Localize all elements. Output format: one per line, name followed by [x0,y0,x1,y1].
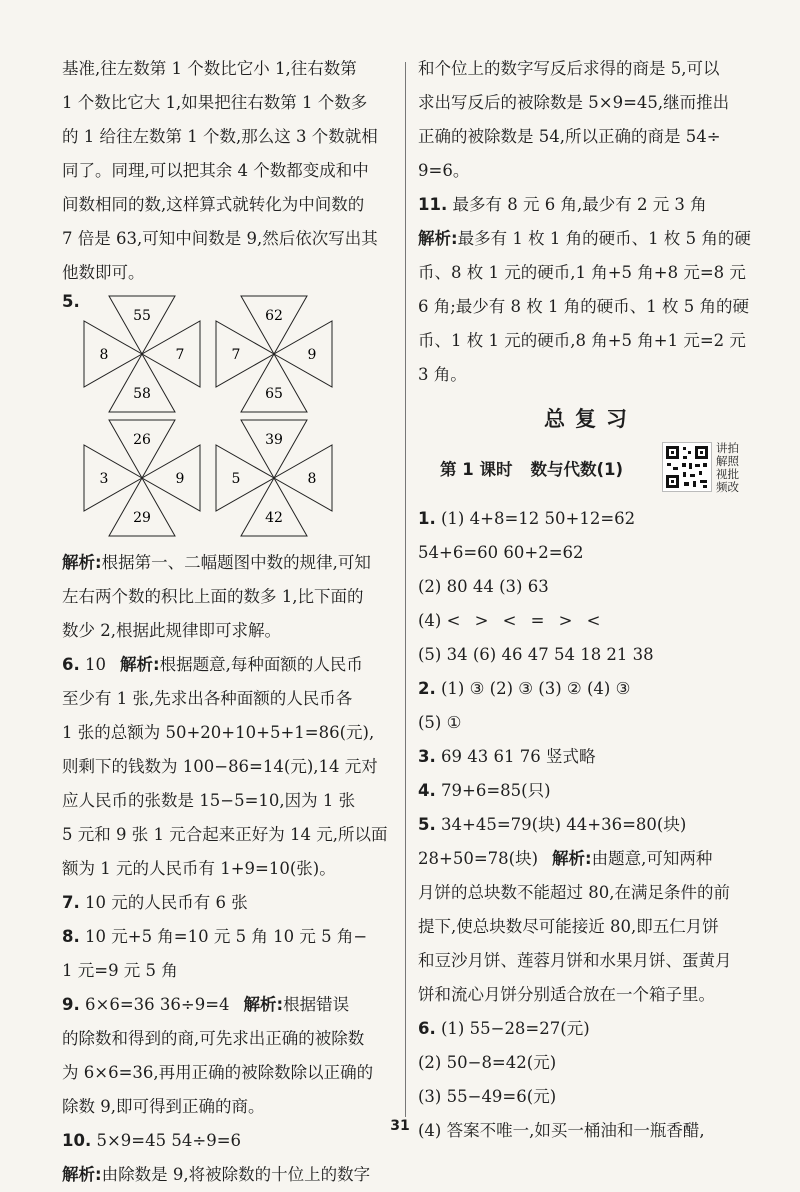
lesson-number: 第 1 课时 [440,460,513,479]
q10-continued-line: 正确的被除数是 54,所以正确的商是 54÷ [418,127,721,146]
answer-text: 28+50=78(块) [418,849,539,868]
intro-line: 间数相同的数,这样算式就转化为中间数的 [62,195,365,214]
q7-line [62,886,392,920]
pinwheel-top-number: 55 [133,308,151,324]
page-number: 31 [390,1118,410,1134]
answer-text: 6×6=36 36÷9=4 [85,995,230,1014]
analysis-label: 解析: [552,849,592,868]
q5-line [418,808,763,842]
q5-line: 月饼的总块数不能超过 80,在满足条件的前 [418,883,730,902]
pinwheel-figure-2 [214,294,334,418]
question-number: 1. [418,509,436,528]
answer-text: (1) 55−28=27(元) [441,1019,590,1038]
qr-caption-line: 讲拍 [716,441,739,455]
q6-line: 5 元和 9 张 1 元合起来正好为 14 元,所以面 [62,825,388,844]
q1-line: (2) 80 44 (3) 63 [418,577,549,596]
q1-line: 54+6=60 60+2=62 [418,543,584,562]
answer-text: 79+6=85(只) [441,781,551,800]
q5-line [418,842,763,876]
q1-comparison-line [418,604,763,638]
comparison-symbol: < [446,611,461,630]
q4-line [418,774,763,808]
intro-line: 1 个数比它大 1,如果把往右数第 1 个数多 [62,93,368,112]
pinwheel-bottom-number: 58 [133,386,151,402]
q6-line: 额为 1 元的人民币有 1+9=10(张)。 [62,859,336,878]
question-number: 4. [418,781,436,800]
qr-caption-line: 视批 [716,467,739,481]
lesson-title [440,456,623,480]
intro-line: 7 倍是 63,可知中间数是 9,然后依次写出其 [62,229,378,248]
q5-analysis-line: 左右两个数的积比上面的数多 1,比下面的 [62,587,364,606]
answer-text: 34+45=79(块) 44+36=80(块) [441,815,687,834]
q5-line: 提下,使总块数尽可能接近 80,即五仁月饼 [418,917,719,936]
q3-line [418,740,763,774]
pinwheel-left-number: 7 [231,347,241,363]
q8-line: 1 元=9 元 5 角 [62,961,178,980]
answer-text: 10 [85,655,106,674]
q6-line: 则剩下的钱数为 100−86=14(元),14 元对 [62,757,378,776]
answer-text: (1) 4+8=12 50+12=62 [441,509,636,528]
q6-line: 应人民币的张数是 15−5=10,因为 1 张 [62,791,356,810]
q2-line: (5) ① [418,713,462,732]
comparison-symbol: > [558,611,573,630]
q6-line: 至少有 1 张,先求出各种面额的人民币各 [62,689,353,708]
question-5-figures [62,294,392,540]
qr-code-icon[interactable] [662,442,712,492]
question-5-number: 5. [62,292,80,311]
q6-line: (3) 55−49=6(元) [418,1087,557,1106]
q9-line [62,988,392,1022]
comparison-symbol: = [530,611,545,630]
sub-question-label: (4) [418,611,442,630]
answer-text: 10 元的人民币有 6 张 [85,893,248,912]
analysis-text: 最多有 1 枚 1 角的硬币、1 枚 5 角的硬 [457,229,751,248]
pinwheel-right-number: 7 [175,347,185,363]
q10-continued-line: 9=6。 [418,161,470,180]
question-number: 9. [62,995,80,1014]
pinwheel-figure-3 [82,418,202,542]
analysis-text: 由除数是 9,将被除数的十位上的数字 [101,1165,371,1184]
q5-line: 饼和流心月饼分别适合放在一个箱子里。 [418,985,715,1004]
q11-line: 币、8 枚 1 元的硬币,1 角+5 角+8 元=8 元 [418,263,746,282]
qr-caption-line: 解照 [716,454,739,468]
answer-text: 最多有 8 元 6 角,最少有 2 元 3 角 [452,195,707,214]
intro-line: 他数即可。 [62,263,145,282]
q11-line: 币、1 枚 1 元的硬币,8 角+5 角+1 元=2 元 [418,331,746,350]
q5-analysis-line: 数少 2,根据此规律即可求解。 [62,621,281,640]
pinwheel-right-number: 8 [307,471,317,487]
question-number: 5. [418,815,436,834]
lesson-subtitle: 数与代数(1) [530,460,624,479]
answer-text: 10 元+5 角=10 元 5 角 10 元 5 角− [85,927,368,946]
section-title: 总复习 [544,407,637,431]
question-number: 3. [418,747,436,766]
q8-line [62,920,392,954]
right-column [418,52,763,1148]
q5-analysis-line [62,546,392,580]
q5-line: 和豆沙月饼、莲蓉月饼和水果月饼、蛋黄月 [418,951,732,970]
lesson-header [418,442,763,502]
comparison-symbol: < [502,611,517,630]
qr-caption [716,442,756,494]
analysis-label: 解析: [120,655,160,674]
q6-line: (4) 答案不唯一,如买一桶油和一瓶香醋, [418,1121,705,1140]
q6-line: (2) 50−8=42(元) [418,1053,557,1072]
intro-line: 同了。同理,可以把其余 4 个数都变成和中 [62,161,369,180]
pinwheel-right-number: 9 [175,471,185,487]
analysis-label: 解析: [418,229,458,248]
question-number: 8. [62,927,80,946]
q11-line [418,222,763,256]
q11-line: 3 角。 [418,365,467,384]
q1-line: (5) 34 (6) 46 47 54 18 21 38 [418,645,654,664]
q11-line: 6 角;最少有 8 枚 1 角的硬币、1 枚 5 角的硬 [418,297,750,316]
comparison-symbol: > [474,611,489,630]
pinwheel-left-number: 3 [99,471,109,487]
q6-line [418,1012,763,1046]
question-number: 7. [62,893,80,912]
pinwheel-figure-1 [82,294,202,418]
q6-line: 1 张的总额为 50+20+10+5+1=86(元), [62,723,375,742]
question-number: 2. [418,679,436,698]
question-number: 6. [62,655,80,674]
question-number: 10. [62,1131,92,1150]
analysis-text: 根据错误 [283,995,350,1014]
answer-text: 5×9=45 54÷9=6 [96,1131,242,1150]
q6-line [62,648,392,682]
pinwheel-figure-4 [214,418,334,542]
pinwheel-top-number: 62 [265,308,283,324]
analysis-text: 根据题意,每种面额的人民币 [159,655,363,674]
analysis-label: 解析: [62,1165,102,1184]
pinwheel-left-number: 8 [99,347,109,363]
pinwheel-bottom-number: 42 [265,510,283,526]
q10-continued-line: 和个位上的数字写反后求得的商是 5,可以 [418,59,720,78]
intro-line: 的 1 给往左数第 1 个数,那么这 3 个数就相 [62,127,378,146]
answer-text: (1) ③ (2) ③ (3) ② (4) ③ [441,679,631,698]
q1-line [418,502,763,536]
q10-continued-line: 求出写反后的被除数是 5×9=45,继而推出 [418,93,730,112]
question-number: 6. [418,1019,436,1038]
analysis-label: 解析: [243,995,284,1014]
column-divider [405,62,406,1117]
q9-line: 的除数和得到的商,可先求出正确的被除数 [62,1029,365,1048]
pinwheel-top-number: 39 [265,432,283,448]
q9-line: 除数 9,即可得到正确的商。 [62,1097,265,1116]
q10-line [62,1158,392,1192]
answer-text: 69 43 61 76 竖式略 [441,747,596,766]
analysis-text: 由题意,可知两种 [591,849,713,868]
pinwheel-top-number: 26 [133,432,151,448]
analysis-text: 根据第一、二幅题图中数的规律,可知 [101,553,371,572]
q2-line [418,672,763,706]
pinwheel-right-number: 9 [307,347,317,363]
comparison-symbol: < [586,611,601,630]
q11-line [418,188,763,222]
q9-line: 为 6×6=36,再用正确的被除数除以正确的 [62,1063,374,1082]
pinwheel-bottom-number: 65 [265,386,283,402]
question-number: 11. [418,195,448,214]
left-column [62,52,392,1192]
analysis-label: 解析: [62,553,102,572]
pinwheel-bottom-number: 29 [133,510,151,526]
intro-line: 基准,往左数第 1 个数比它小 1,往右数第 [62,59,357,78]
qr-caption-line: 频改 [716,480,739,494]
pinwheel-left-number: 5 [231,471,241,487]
